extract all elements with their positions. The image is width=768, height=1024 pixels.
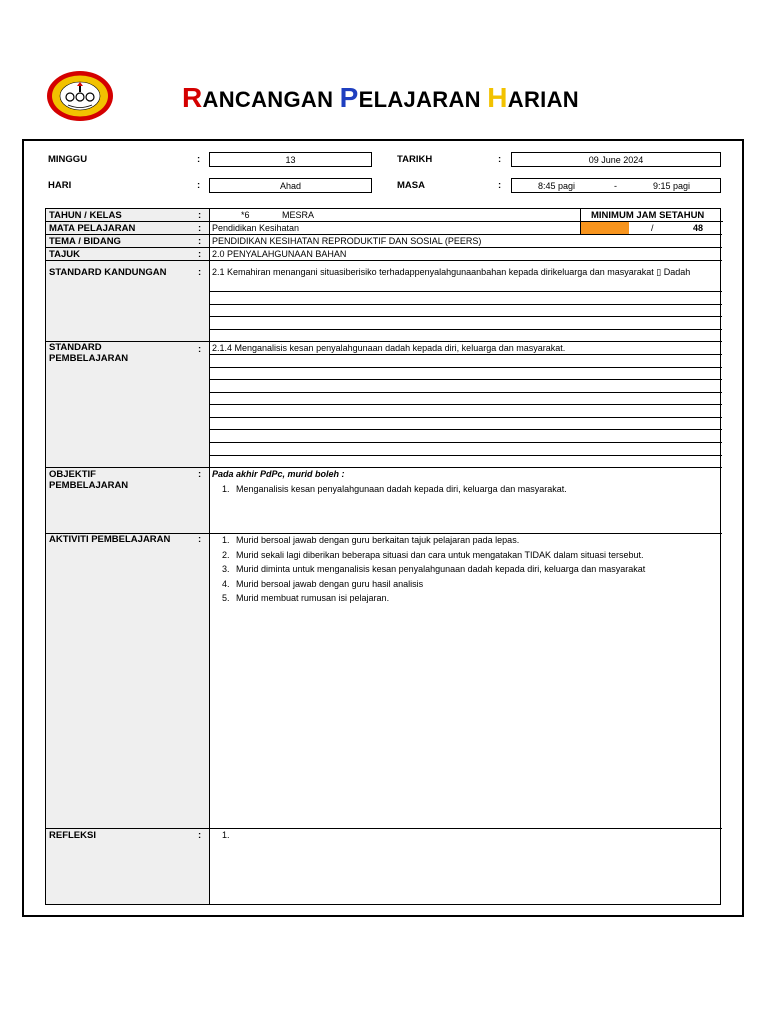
list-item[interactable]: 4. Murid bersoal jawab dengan guru hasil analisis xyxy=(222,578,424,589)
standard-pembelajaran-label-1: STANDARD xyxy=(49,342,102,353)
minimum-jam-value: 48 xyxy=(693,223,704,233)
aktiviti-label: AKTIVITI PEMBELAJARAN xyxy=(49,534,171,545)
aktiviti-list xyxy=(222,533,645,606)
tarikh-label: TARIKH xyxy=(397,154,433,165)
list-item[interactable]: 1. Menganalisis kesan penyalahgunaan dadah kepada diri, keluarga dan masyarakat. xyxy=(222,484,567,494)
minimum-jam-separator: / xyxy=(651,223,654,233)
masa-field[interactable] xyxy=(511,178,721,193)
objektif-list xyxy=(222,482,567,497)
objektif-intro: Pada akhir PdPc, murid boleh : xyxy=(212,469,345,479)
lesson-table: MINIMUM JAM SETAHUN / 48 TAHUN / KELAS : *6 MESRA MATA PELAJARAN : Pendidikan Kesihatan TEMA / BIDANG : PENDIDIKAN KESIHATAN REPRODUKTIF DAN SOSIAL (PEERS) TAJUK : 2.0 PENYALAHGUNAAN BAHAN STANDARD KANDUNGAN : 2.1 Kemahiran menangani situasiberisiko terhadappenyalahgunaanbahan kepada dirikeluarga dan masyarakat ▯ Dadah STANDARD PEMBELAJARAN : 2.1.4 Menganalisis kesan penyalahgunaan dadah kepada diri, keluarga dan masyarakat. OBJEKTIF PEMBELAJARAN : Pada akhir PdPc, murid boleh : 1. Menganalisis kesan penyalahgunaan dadah kepada diri, keluarga dan masyarakat. AKTIVITI PEMBELAJARAN : 1. Murid bersoal jawab dengan guru berkaitan tajuk pelajaran pada lepas. 2. Murid sekali lagi diberikan beberapa situasi dan cara untuk mengatakan TIDAK dalam situasi tersebut. 3. Murid diminta untuk menganalisis kesan penyalahgunaan dadah kepada diri, keluarga dan masyarakat 4. Murid bersoal jawab dengan guru hasil analisis 5. Murid membuat rumusan isi pelajaran. REFLEKSI : 1. xyxy=(45,208,721,905)
tahun-kelas-label: TAHUN / KELAS xyxy=(49,210,122,221)
list-item[interactable]: 1. Murid bersoal jawab dengan guru berkaitan tajuk pelajaran pada lepas. xyxy=(222,535,520,545)
refleksi-label: REFLEKSI xyxy=(49,830,96,841)
title-part-3: ARIAN xyxy=(507,87,579,112)
colon: : xyxy=(498,180,502,191)
title-part-2: ELAJARAN xyxy=(358,87,488,112)
list-item[interactable]: 3. Murid diminta untuk menganalisis kesan penyalahgunaan dadah kepada diri, keluarga dan masyarakat xyxy=(222,564,646,574)
colon: : xyxy=(197,180,201,191)
title-letter-h: H xyxy=(487,82,508,113)
colon: : xyxy=(198,344,202,355)
tema-bidang-label: TEMA / BIDANG xyxy=(49,236,121,247)
tarikh-field[interactable]: 09 June 2024 xyxy=(511,152,721,167)
title-letter-p: P xyxy=(339,82,359,113)
masa-separator: - xyxy=(614,180,617,191)
colon: : xyxy=(198,210,202,221)
page-title xyxy=(182,82,579,114)
objektif-label-1: OBJEKTIF xyxy=(49,469,96,480)
mata-pelajaran-value[interactable]: Pendidikan Kesihatan xyxy=(212,223,300,233)
school-crest-logo xyxy=(46,70,114,122)
list-item[interactable]: 2. Murid sekali lagi diberikan beberapa situasi dan cara untuk mengatakan TIDAK dalam situasi tersebut. xyxy=(222,549,644,560)
minimum-jam-highlight[interactable] xyxy=(581,222,629,234)
tajuk-label: TAJUK xyxy=(49,249,80,260)
colon: : xyxy=(198,236,202,247)
hari-label: HARI xyxy=(48,180,72,191)
colon: : xyxy=(198,267,202,278)
colon: : xyxy=(198,223,202,234)
colon: : xyxy=(498,154,502,165)
masa-start: 8:45 pagi xyxy=(538,180,576,191)
title-part-1: ANCANGAN xyxy=(202,87,340,112)
standard-pembelajaran-label-2: PEMBELAJARAN xyxy=(49,353,129,364)
colon: : xyxy=(198,830,202,841)
tajuk-value[interactable]: 2.0 PENYALAHGUNAAN BAHAN xyxy=(212,249,347,259)
masa-label: MASA xyxy=(397,180,425,191)
colon: : xyxy=(198,469,202,480)
tahun-value[interactable]: *6 xyxy=(241,210,250,220)
standard-kandungan-value[interactable]: 2.1 Kemahiran menangani situasiberisiko terhadappenyalahgunaanbahan kepada dirikeluarga dan masyarakat ▯ Dadah xyxy=(212,267,691,277)
minimum-jam-label: MINIMUM JAM SETAHUN xyxy=(591,210,705,221)
objektif-label-2: PEMBELAJARAN xyxy=(49,480,129,491)
minggu-label: MINGGU xyxy=(48,154,88,165)
colon: : xyxy=(198,534,202,545)
label-column xyxy=(46,209,210,904)
title-letter-r: R xyxy=(182,82,203,113)
colon: : xyxy=(197,154,201,165)
hari-field[interactable]: Ahad xyxy=(209,178,372,193)
colon: : xyxy=(198,249,202,260)
minimum-jam-box xyxy=(580,209,722,234)
standard-kandungan-label: STANDARD KANDUNGAN xyxy=(49,267,167,278)
masa-end: 9:15 pagi xyxy=(653,180,691,191)
standard-pembelajaran-value[interactable]: 2.1.4 Menganalisis kesan penyalahgunaan dadah kepada diri, keluarga dan masyarakat. xyxy=(212,343,566,353)
tema-bidang-value[interactable]: PENDIDIKAN KESIHATAN REPRODUKTIF DAN SOSIAL (PEERS) xyxy=(212,236,482,246)
kelas-value[interactable]: MESRA xyxy=(282,210,315,220)
mata-pelajaran-label: MATA PELAJARAN xyxy=(49,223,136,234)
minggu-field[interactable]: 13 xyxy=(209,152,372,167)
list-item[interactable]: 5. Murid membuat rumusan isi pelajaran. xyxy=(222,593,390,603)
